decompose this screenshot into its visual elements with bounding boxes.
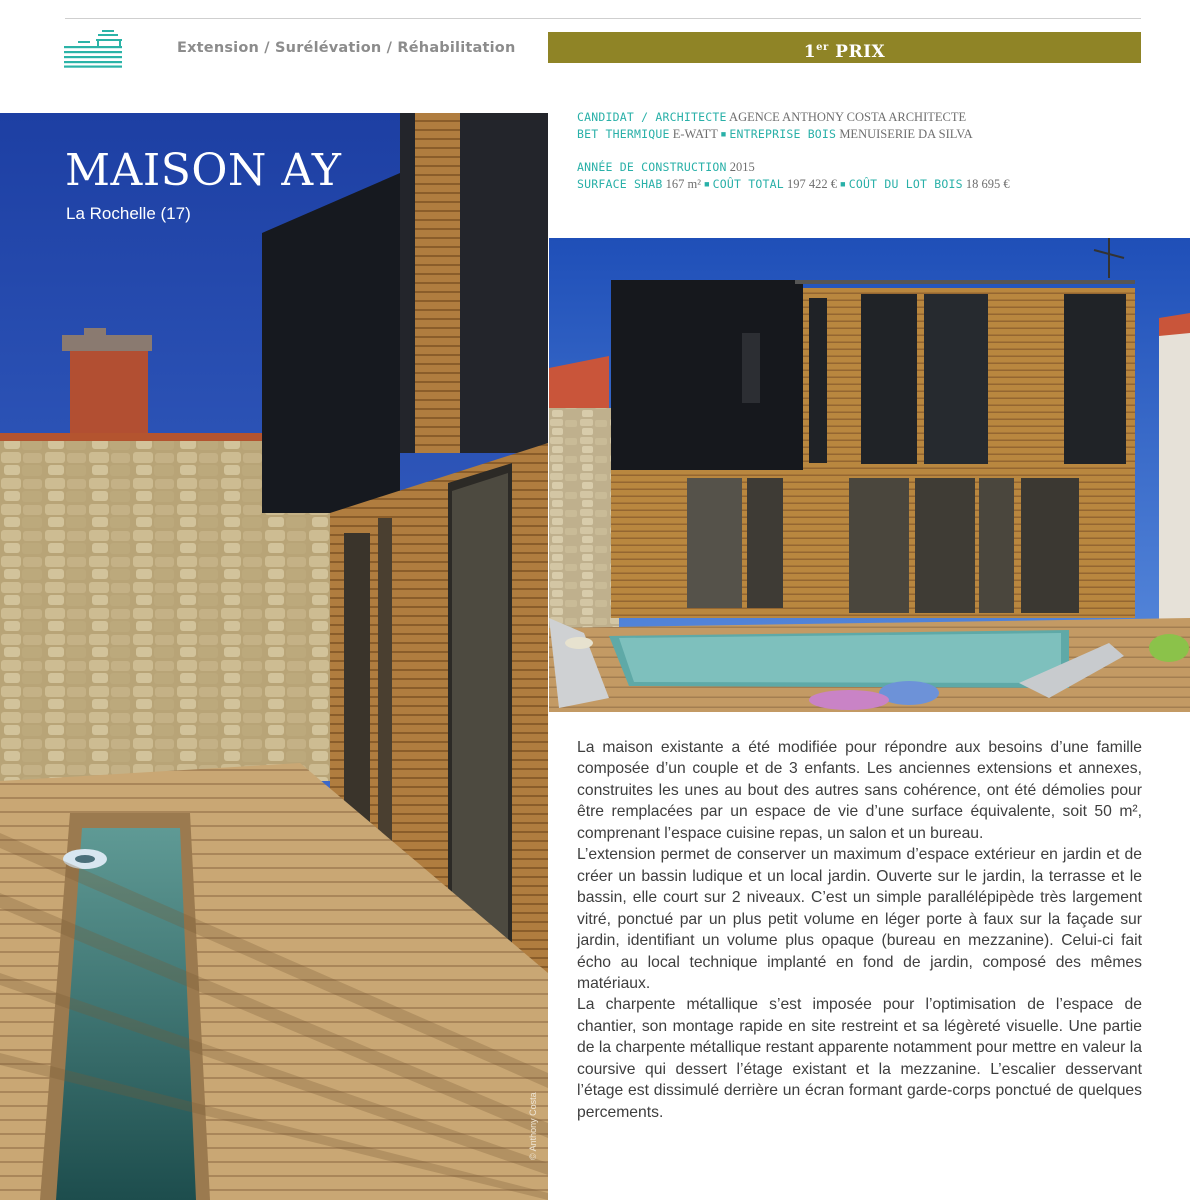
prize-label: PRIX	[828, 42, 886, 62]
separator-icon: ■	[704, 179, 710, 189]
top-rule	[65, 18, 1141, 19]
separator-icon: ■	[840, 179, 846, 189]
surface-value: 167 m²	[665, 177, 701, 191]
entreprise-value: MENUISERIE DA SILVA	[839, 127, 973, 141]
building-logo-icon	[64, 30, 122, 68]
cost-value: 197 422 €	[787, 177, 838, 191]
info-row-year	[577, 159, 1177, 176]
candidate-label: CANDIDAT / ARCHITECTE	[577, 110, 727, 124]
wood-cost-value: 18 695 €	[965, 177, 1010, 191]
main-photo	[0, 113, 548, 1200]
candidate-value: AGENCE ANTHONY COSTA ARCHITECTE	[729, 110, 967, 124]
year-label: ANNÉE DE CONSTRUCTION	[577, 160, 727, 174]
project-location: La Rochelle (17)	[66, 204, 191, 223]
category-label: Extension / Surélévation / Réhabilitation	[177, 40, 516, 56]
cost-label: COÛT TOTAL	[712, 177, 784, 191]
entreprise-label: ENTREPRISE BOIS	[729, 127, 837, 141]
photo-credit: © Anthony Costa	[528, 1092, 538, 1160]
bet-label: BET THERMIQUE	[577, 127, 670, 141]
year-value: 2015	[729, 160, 755, 174]
body-text	[577, 737, 1142, 1123]
prize-rank: 1	[803, 42, 817, 62]
prize-banner	[548, 32, 1141, 63]
surface-label: SURFACE SHAB	[577, 177, 663, 191]
bet-value: E-WATT	[672, 127, 718, 141]
separator-icon: ■	[720, 129, 727, 139]
body-paragraph: L’extension permet de conserver un maximum d’espace extérieur en jardin et de créer un bassin ludique et un local jardin. Ouverte sur le jardin, la terrasse et le bassin, elle court sur 2 niveaux. C’est un simple parallélépipède très largement vitré, ponctué par un plus petit volume en léger porte à faux sur la façade sur jardin, identifiant un volume plus opaque (bureau en mezzanine). Celui-ci fait écho au local technique implanté en fond de jardin, composé des mêmes matériaux.	[577, 846, 1142, 992]
project-info	[577, 109, 1177, 193]
info-row-costs	[577, 176, 1177, 193]
project-title: MAISON AY	[65, 145, 342, 196]
prize-rank-suffix: er	[816, 42, 829, 53]
wood-cost-label: COÛT DU LOT BOIS	[848, 177, 963, 191]
secondary-photo	[549, 238, 1190, 712]
body-paragraph: La charpente métallique s’est imposée pour l’optimisation de l’espace de chantier, son montage rapide en site restreint et sa légèreté visuelle. Une partie de la charpente métallique restant apparente notamment pour mettre en valeur la coursive qui dessert l’étage existant et la mezzanine. L’escalier desservant l’étage est dissimulé derrière un écran formant garde-corps ponctué de quelques percements.	[577, 996, 1142, 1121]
info-row-bet	[577, 126, 1177, 143]
info-row-candidate	[577, 109, 1177, 126]
body-paragraph: La maison existante a été modifiée pour répondre aux besoins d’une famille composée d’un couple et de 3 enfants. Les anciennes extensions et annexes, construites les unes au bout des autres sans cohérence, ont été démolies pour être remplacées par un espace de vie d’une surface équivalente, soit 50 m², comprenant l’espace cuisine repas, un salon et un bureau.	[577, 739, 1142, 842]
